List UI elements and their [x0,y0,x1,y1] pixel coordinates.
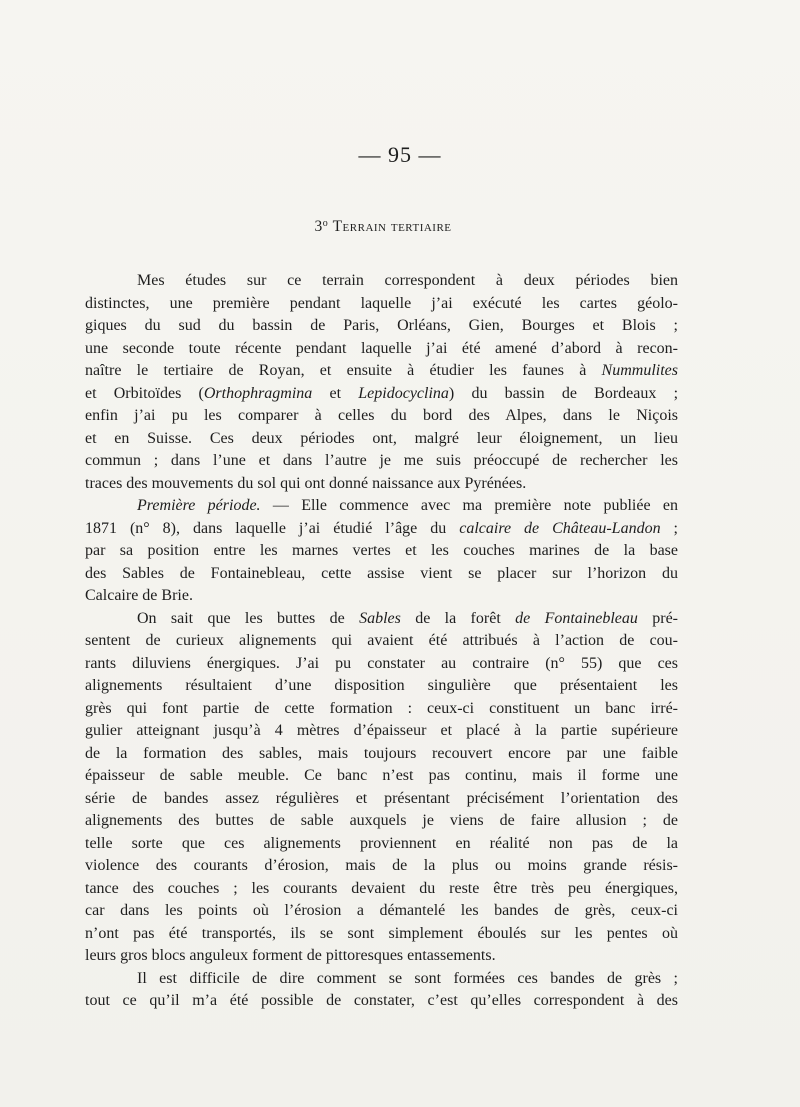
section-title [0,218,766,236]
text-run: gulier atteignant jusqu’à 4 mètres d’épaisseur et placé à la partie supérieure [85,722,678,739]
text-line [85,338,678,361]
text-run: 1871 (n° 8), dans laquelle j’ai étudié l’âge du [85,519,460,537]
text-line [85,405,678,428]
text-run: traces des mouvements du sol qui ont donné naissance aux Pyrénées. [85,474,527,492]
text-run: de la formation des sables, mais toujours recouvert encore par une faible [85,744,678,762]
text-run: On sait que les buttes de [137,609,360,627]
text-line [85,383,678,406]
text-line [85,720,678,743]
section-title-text: Terrain tertiaire [332,218,452,235]
text-line [85,473,678,496]
body-text [85,270,678,1013]
text-line [85,360,678,383]
page-number: — 95 — [358,142,442,167]
text-line [85,450,678,473]
text-run: alignements résultaient d’une disposition singulière que présentaient les [85,677,678,694]
text-line [85,855,678,878]
text-line [85,585,678,608]
text-line [85,900,678,923]
text-run: — Elle commence avec ma première note publiée en [260,497,678,514]
text-line [85,945,678,968]
text-run: une seconde toute récente pendant laquelle j’ai été amené d’abord à recon- [85,339,678,357]
italic-run: Sables [359,609,401,627]
text-line [85,698,678,721]
text-run: leurs gros blocs anguleux forment de pittoresques entassements. [85,947,496,964]
text-line [85,833,678,856]
paragraph [85,495,678,608]
italic-run: Nummulites [601,362,678,379]
text-run: et [312,384,359,402]
text-run: sentent de curieux alignements qui avaient été attribués à l’action de cou- [85,632,678,649]
text-line [85,540,678,563]
text-line [85,293,678,316]
text-run: ) du bassin de Bordeaux ; [448,384,679,402]
text-run: Il est difficile de dire comment se sont formées ces bandes de grès ; [137,969,678,987]
text-line [85,923,678,946]
section-number: 3 [314,218,323,235]
text-run: épaisseur de sable meuble. Ce banc n’est pas continu, mais il forme une [85,767,678,784]
text-line [85,743,678,766]
italic-run: Première période. [137,497,261,514]
text-line [85,315,678,338]
text-line [85,518,678,541]
text-line [85,495,678,518]
italic-run: Lepidocyclina [358,384,449,402]
text-run: commun ; dans l’une et dans l’autre je me suis préoccupé de rechercher les [85,452,678,469]
text-run: giques du sud du bassin de Paris, Orléans, Gien, Bourges et Blois ; [85,317,678,334]
paragraph [85,968,678,1013]
italic-run: de Fontainebleau [515,609,638,627]
text-run: naître le tertiaire de Royan, et ensuite à étudier les faunes à [85,362,602,379]
text-line [85,765,678,788]
text-run: et en Suisse. Ces deux périodes ont, malgré leur éloignement, un lieu [85,429,678,447]
text-run: et Orbitoïdes ( [85,384,204,402]
text-run: des Sables de Fontainebleau, cette assise vient se placer sur l’horizon du [85,564,678,582]
text-run: pré- [637,609,678,627]
text-run: car dans les points où l’érosion a démantelé les bandes de grès, ceux-ci [85,902,678,919]
text-line [85,810,678,833]
text-run: alignements des buttes de sable auxquels je viens de faire allusion ; de [85,812,678,829]
text-run: n’ont pas été transportés, ils se sont simplement éboulés sur les pentes où [85,924,678,942]
paragraph [85,608,678,968]
text-run: grès qui font partie de cette formation : ceux-ci constituent un banc irré- [85,699,678,717]
text-run: distinctes, une première pendant laquelle j’ai exécuté les cartes géolo- [85,294,678,312]
text-line [85,878,678,901]
text-line [85,630,678,653]
text-line [85,968,678,991]
text-line [85,563,678,586]
text-run: série de bandes assez régulières et présentant précisément l’orientation des [85,789,678,807]
text-run: telle sorte que ces alignements proviennent en réalité non pas de la [85,834,678,852]
text-run: Calcaire de Brie. [85,587,193,604]
text-run: violence des courants d’érosion, mais de la plus ou moins grande résis- [85,857,678,874]
text-run: ; [660,519,679,537]
text-line [85,653,678,676]
italic-run: Orthophragmina [203,384,313,402]
text-line [85,788,678,811]
italic-run: calcaire de Château-Landon [459,519,661,537]
section-ordinal: o [322,218,329,229]
paragraph [85,270,678,495]
text-run: de la forêt [400,609,516,627]
text-line [85,990,678,1013]
text-line [85,270,678,293]
text-run: tance des couches ; les courants devaient du reste être très peu énergiques, [85,879,678,897]
text-run: par sa position entre les marnes vertes et les couches marines de la base [85,542,678,559]
text-run: enfin j’ai pu les comparer à celles du bord des Alpes, dans le Niçois [85,407,678,424]
text-line [85,608,678,631]
text-run: rants diluviens énergiques. J’ai pu constater au contraire (n° 55) que ces [85,654,678,672]
text-line [85,428,678,451]
text-run: Mes études sur ce terrain correspondent à deux périodes bien [137,272,678,289]
text-line [85,675,678,698]
text-run: tout ce qu’il m’a été possible de constater, c’est qu’elles correspondent à des [85,992,678,1009]
